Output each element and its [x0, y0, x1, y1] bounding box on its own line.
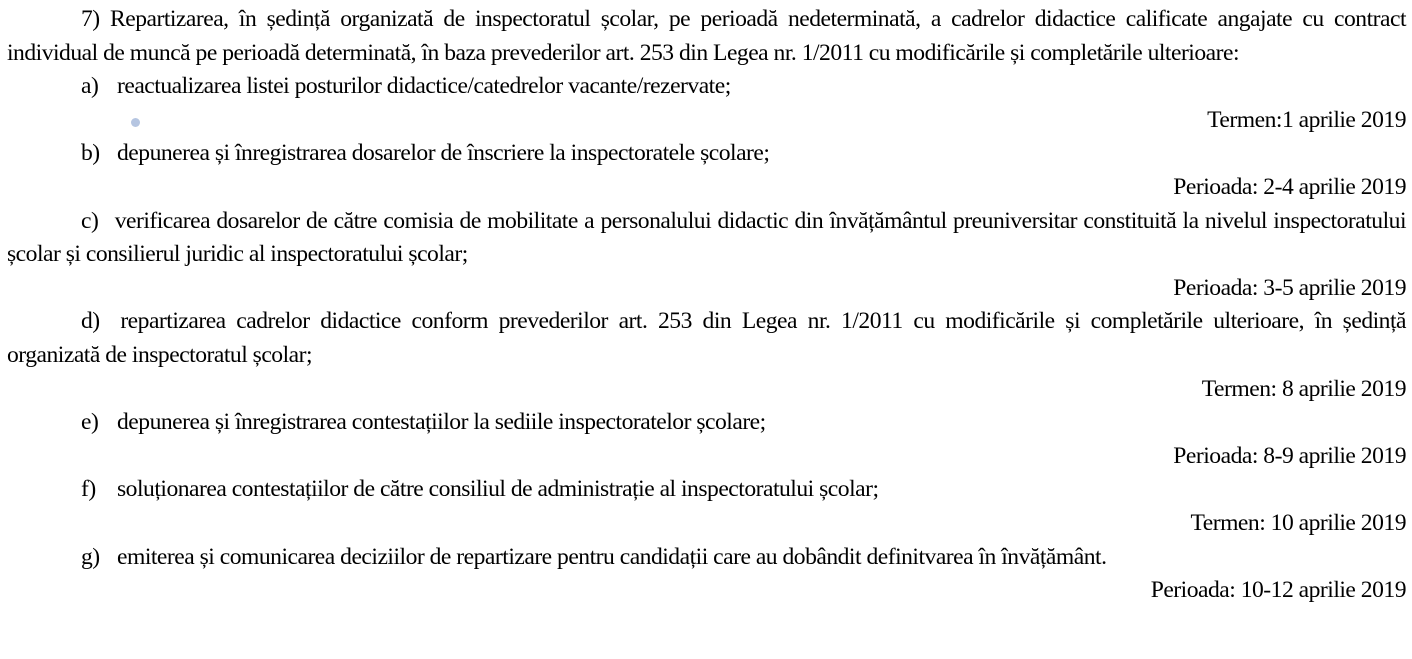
deadline-f: Termen: 10 aprilie 2019 [1190, 509, 1406, 536]
list-marker: e) [81, 409, 99, 436]
list-marker: b) [81, 140, 100, 167]
deadline-c: Perioada: 3-5 aprilie 2019 [1173, 274, 1406, 301]
list-item-text: soluționarea contestațiilor de către consiliul de administrație al inspectoratului școlar; [117, 476, 879, 503]
list-item-g [7, 541, 1406, 575]
intro-paragraph: 7) Repartizarea, în ședință organizată de inspectoratul școlar, pe perioadă nedeterminată, a cadrelor didactice calificate angajate cu contract individual de muncă pe perioadă determinată, în baza prevederilor art. 253 din Legea nr. 1/2011 cu modificările și completările ulterioare: [7, 6, 1406, 66]
list-item-e [7, 406, 1406, 440]
list-item-b [7, 137, 1406, 171]
list-marker: a) [81, 73, 99, 100]
list-item-text: repartizarea cadrelor didactice conform prevederilor art. 253 din Legea nr. 1/2011 cu modificările și completările ulterioare, în ședință organizată de inspectoratul școlar; [7, 308, 1407, 368]
list-marker: g) [81, 543, 100, 570]
list-marker: c) [81, 207, 99, 234]
list-item-text: emiterea și comunicarea deciziilor de repartizare pentru candidații care au dobândit definitvarea în învățământ. [117, 543, 1107, 570]
list-item-d [7, 305, 1406, 372]
text-cursor-icon [131, 118, 140, 127]
deadline-e: Perioada: 8-9 aprilie 2019 [1173, 442, 1406, 469]
list-item-text: reactualizarea listei posturilor didactice/catedrelor vacante/rezervate; [117, 73, 731, 100]
list-marker: d) [81, 308, 100, 335]
list-item-f [7, 473, 1406, 507]
list-item-text: verificarea dosarelor de către comisia de mobilitate a personalului didactic din învățământul preuniversitar constituită la nivelul inspectoratului școlar și consilierul juridic al inspectoratului școlar; [7, 207, 1406, 268]
deadline-b: Perioada: 2-4 aprilie 2019 [1173, 173, 1406, 200]
deadline-d: Termen: 8 aprilie 2019 [1201, 375, 1406, 402]
list-item-a [7, 70, 1406, 104]
deadline-a: Termen:1 aprilie 2019 [1207, 106, 1406, 133]
list-item-text: depunerea și înregistrarea contestațiilor la sediile inspectoratelor școlare; [117, 409, 766, 436]
list-item-text: depunerea și înregistrarea dosarelor de înscriere la inspectoratele școlare; [117, 140, 770, 167]
list-item-c [7, 205, 1406, 272]
deadline-g: Perioada: 10-12 aprilie 2019 [1150, 577, 1406, 604]
list-marker: f) [81, 476, 96, 503]
